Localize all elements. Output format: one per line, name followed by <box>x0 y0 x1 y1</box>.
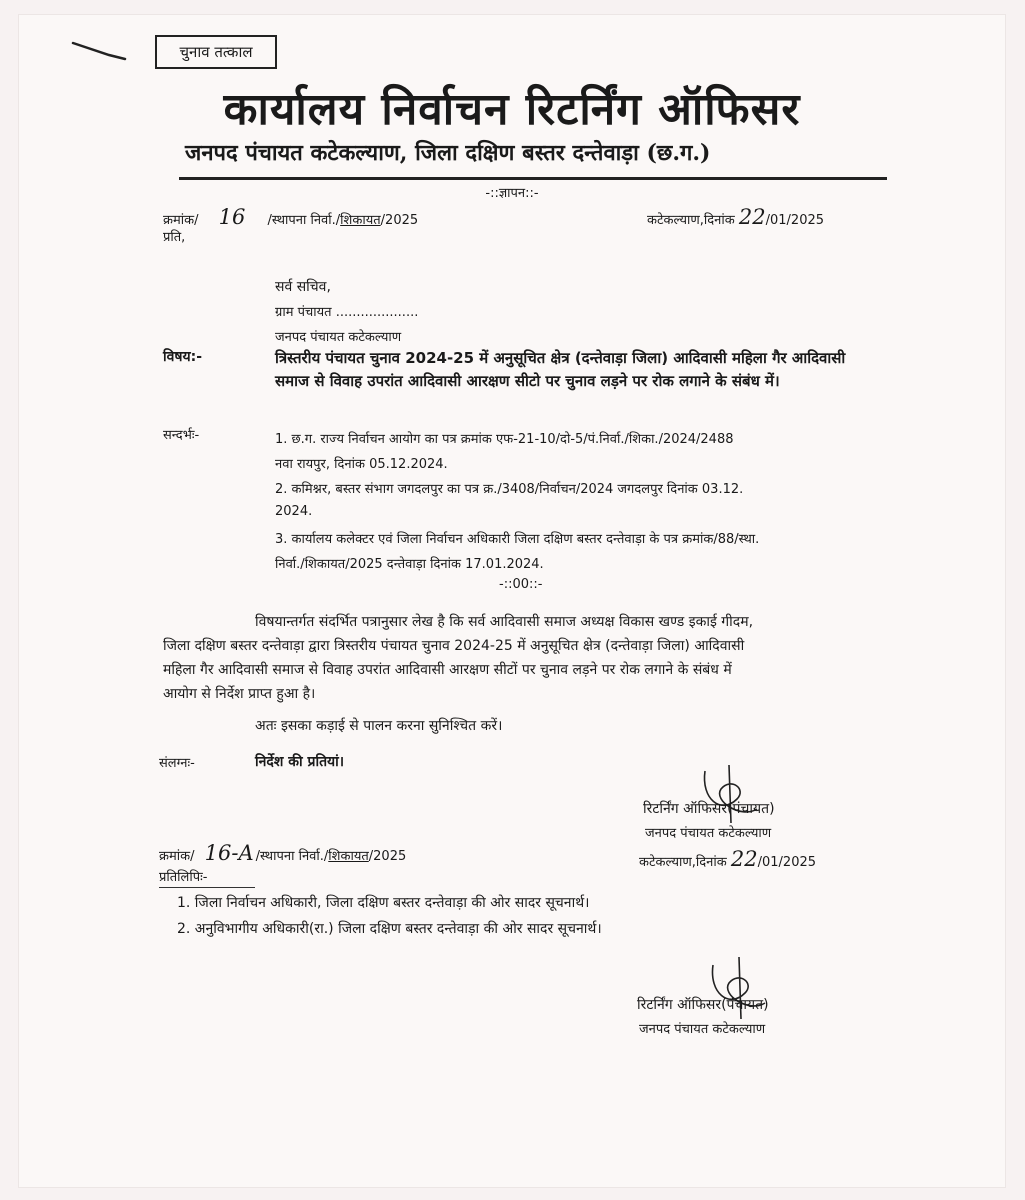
copy-item-1: 1. जिला निर्वाचन अधिकारी, जिला दक्षिण बस्तर दन्तेवाड़ा की ओर सादर सूचनार्थ। <box>177 895 590 911</box>
signature2-designation: रिटर्निंग ऑफिसर(पंचायत) <box>637 997 769 1013</box>
recipient-line1: सर्व सचिव, <box>275 279 331 295</box>
enclosure-label: संलग्नः- <box>159 756 195 771</box>
header-rule <box>179 177 887 180</box>
ref1-line2: नवा रायपुर, दिनांक 05.12.2024. <box>275 457 448 472</box>
document-page <box>18 14 1006 1188</box>
subject-line2: समाज से विवाह उपरांत आदिवासी आरक्षण सीटो पर चुनाव लड़ने पर रोक लगाने के संबंध में। <box>275 372 780 390</box>
recipient-line2: ग्राम पंचायत .................... <box>275 305 419 320</box>
enclosure-text: निर्देश की प्रतियां। <box>255 754 345 770</box>
kramank-label: क्रमांक/ <box>163 213 199 228</box>
signature1-office: जनपद पंचायत कटेकल्याण <box>645 826 772 841</box>
sthapana-text: /स्थापना निर्वा./ <box>267 213 341 228</box>
ref1-line1: 1. छ.ग. राज्य निर्वाचन आयोग का पत्र क्रमांक एफ-21-10/दो-5/पं.निर्वा./शिका./2024/2488 <box>275 432 734 447</box>
ref3-line2: निर्वा./शिकायत/2025 दन्तेवाड़ा दिनांक 17.01.2024. <box>275 557 544 572</box>
signature1-date <box>639 847 816 871</box>
memo-label: -::ज्ञापन::- <box>485 186 539 201</box>
copy-kramank-label: क्रमांक/ <box>159 849 195 864</box>
subject-label: विषय:- <box>163 349 203 365</box>
urgent-tag: चुनाव तत्काल <box>155 35 277 69</box>
body-line4: आयोग से निर्देश प्राप्त हुआ है। <box>163 686 316 702</box>
signature-icon <box>691 759 771 829</box>
signature2-office: जनपद पंचायत कटेकल्याण <box>639 1022 766 1037</box>
subject-text <box>275 347 845 393</box>
ref3-line1: 3. कार्यालय कलेक्टर एवं जिला निर्वाचन अधिकारी जिला दक्षिण बस्तर दन्तेवाड़ा के पत्र क्रमांक/88/स्था. <box>275 532 760 547</box>
body-line1: विषयान्तर्गत संदर्भित पत्रानुसार लेख है कि सर्व आदिवासी समाज अध्यक्ष विकास खण्ड इकाई गीदम, <box>255 614 754 630</box>
place-date <box>647 205 824 229</box>
subject-line1: त्रिस्तरीय पंचायत चुनाव 2024-25 में अनुसूचित क्षेत्र (दन्तेवाड़ा जिला) आदिवासी महिला गैर आदिवासी <box>275 349 846 367</box>
ref2-line2: 2024. <box>275 504 313 519</box>
signature1-month-year: /01/2025 <box>757 855 817 870</box>
reference-number: 16 <box>218 205 246 229</box>
ref2-line1: 2. कमिश्नर, बस्तर संभाग जगदलपुर का पत्र क्र./3408/निर्वाचन/2024 जगदलपुर दिनांक 03.12. <box>275 482 744 497</box>
office-title: कार्यालय निर्वाचन रिटर्निंग ऑफिसर <box>223 84 801 135</box>
copy-item-2: 2. अनुविभागीय अधिकारी(रा.) जिला दक्षिण बस्तर दन्तेवाड़ा की ओर सादर सूचनार्थ। <box>177 921 602 937</box>
copy-list-underline <box>159 887 255 888</box>
date-day: 22 <box>738 205 766 229</box>
copy-reference-number: 16-A <box>204 841 254 865</box>
body-line3: महिला गैर आदिवासी समाज से विवाह उपरांत आदिवासी आरक्षण सीटों पर चुनाव लड़ने पर रोक लगाने के संबंध में <box>163 662 732 678</box>
copy-sthapana-text: /स्थापना निर्वा./ <box>255 849 329 864</box>
reference-year: /2025 <box>380 213 419 228</box>
body-line2: जिला दक्षिण बस्तर दन्तेवाड़ा द्वारा त्रिस्तरीय पंचायत चुनाव 2024-25 में अनुसूचित क्षेत्र (दन्तेवाड़ा जिला) आदिवासी <box>163 638 745 654</box>
references-separator: -::00::- <box>499 577 543 592</box>
copy-list-label: प्रतिलिपिः- <box>159 870 208 885</box>
prati-label: प्रति, <box>163 230 186 245</box>
copy-reference-year: /2025 <box>368 849 407 864</box>
signature1-designation: रिटर्निंग ऑफिसर(पंचायत) <box>643 801 775 817</box>
shikayat-text: शिकायत <box>340 213 381 228</box>
recipient-line3: जनपद पंचायत कटेकल्याण <box>275 330 402 345</box>
office-subtitle: जनपद पंचायत कटेकल्याण, जिला दक्षिण बस्तर दन्तेवाड़ा (छ.ग.) <box>185 140 711 166</box>
pen-mark-icon <box>69 37 129 67</box>
body-line5: अतः इसका कड़ाई से पालन करना सुनिश्चित करें। <box>255 718 503 734</box>
reference-line <box>163 205 418 229</box>
date-month-year: /01/2025 <box>765 213 825 228</box>
place-date-label: कटेकल्याण,दिनांक <box>647 213 735 228</box>
signature1-place-date-label: कटेकल्याण,दिनांक <box>639 855 727 870</box>
references-label: सन्दर्भः- <box>163 428 200 443</box>
copy-reference-line <box>159 841 406 865</box>
copy-shikayat-text: शिकायत <box>328 849 369 864</box>
signature1-day: 22 <box>730 847 758 871</box>
